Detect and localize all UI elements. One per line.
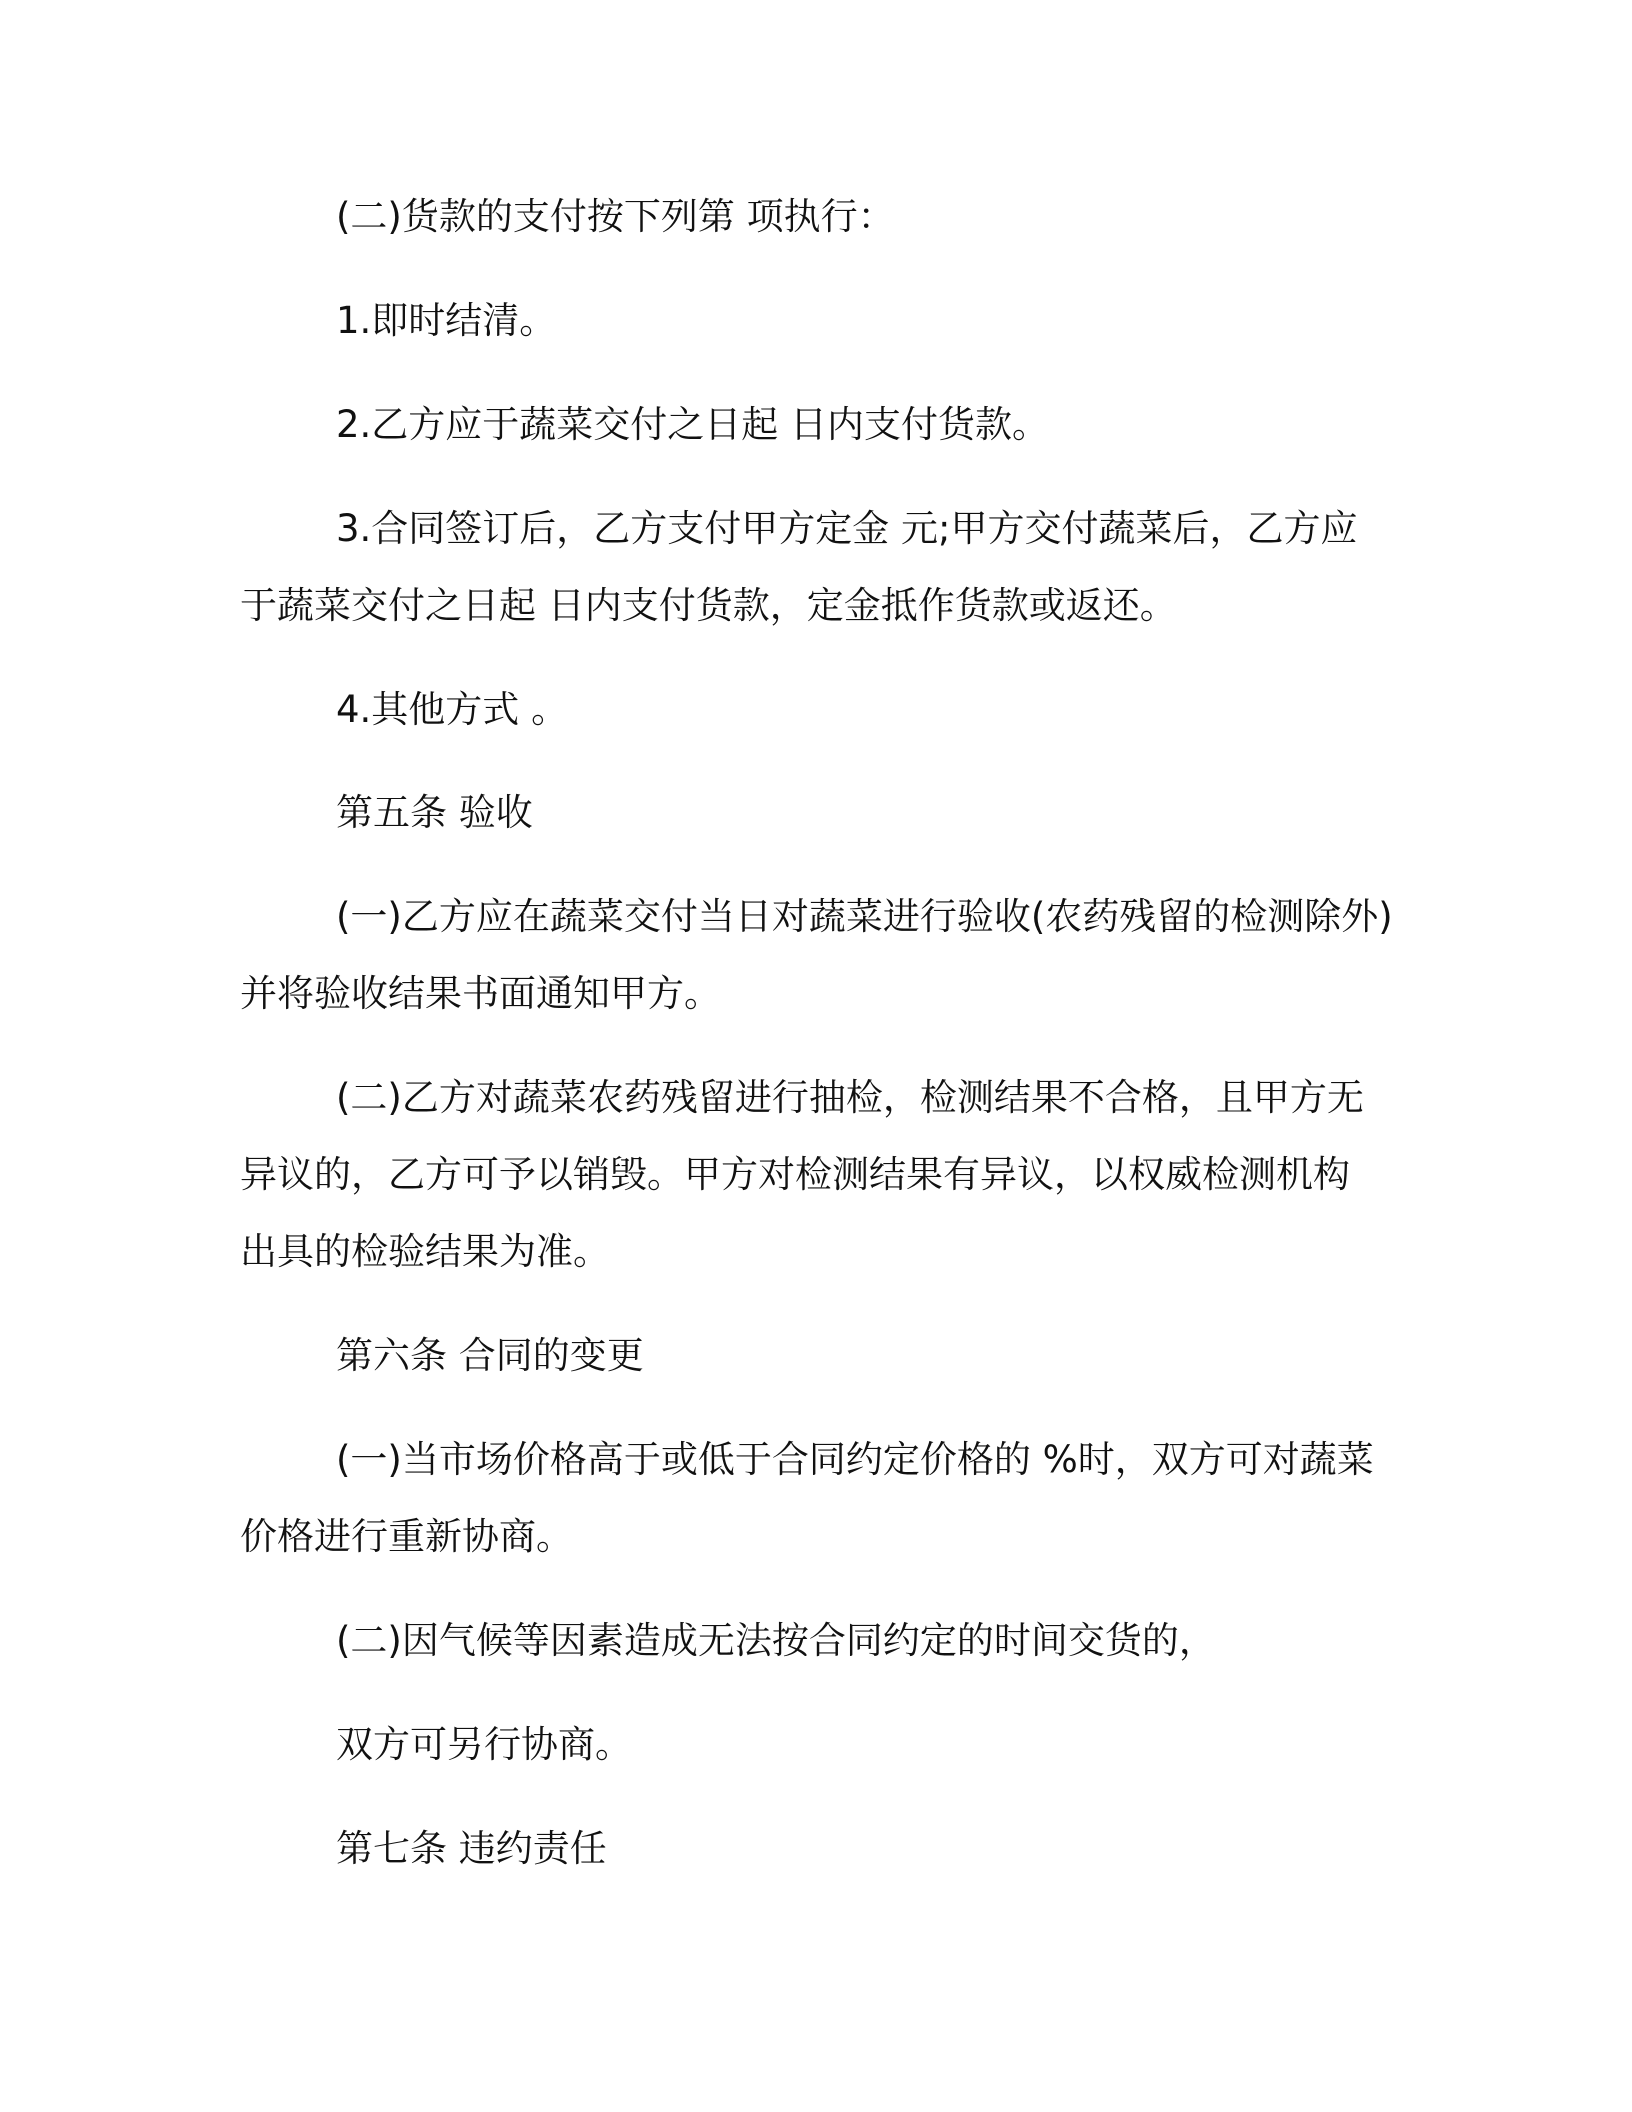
payment-method-clause: (二)货款的支付按下列第 项执行： <box>336 195 895 238</box>
payment-option-3-line-1: 3.合同签订后，乙方支付甲方定金 元;甲方交付蔬菜后，乙方应 <box>336 507 1358 550</box>
article-5-heading: 第五条 验收 <box>336 791 533 834</box>
payment-option-1: 1.即时结清。 <box>336 299 557 342</box>
inspection-clause-2-line-2: 异议的，乙方可予以销毁。甲方对检测结果有异议，以权威检测机构 <box>240 1153 1350 1196</box>
change-clause-1-line-2: 价格进行重新协商。 <box>240 1515 573 1558</box>
payment-option-3-line-2: 于蔬菜交付之日起 日内支付货款，定金抵作货款或返还。 <box>240 584 1177 627</box>
article-7-heading: 第七条 违约责任 <box>336 1827 607 1870</box>
change-clause-1-line-1: (一)当市场价格高于或低于合同约定价格的 %时，双方可对蔬菜 <box>336 1438 1374 1481</box>
article-6-heading: 第六条 合同的变更 <box>336 1334 644 1377</box>
change-clause-2-line-2: 双方可另行协商。 <box>336 1723 632 1766</box>
inspection-clause-1-line-2: 并将验收结果书面通知甲方。 <box>240 972 721 1015</box>
payment-option-2: 2.乙方应于蔬菜交付之日起 日内支付货款。 <box>336 403 1050 446</box>
payment-option-4: 4.其他方式 。 <box>336 688 569 731</box>
inspection-clause-2-line-1: (二)乙方对蔬菜农药残留进行抽检，检测结果不合格，且甲方无 <box>336 1076 1364 1119</box>
inspection-clause-1-line-1: (一)乙方应在蔬菜交付当日对蔬菜进行验收(农药残留的检测除外) <box>336 895 1393 938</box>
inspection-clause-2-line-3: 出具的检验结果为准。 <box>240 1230 610 1273</box>
change-clause-2-line-1: (二)因气候等因素造成无法按合同约定的时间交货的， <box>336 1619 1216 1662</box>
